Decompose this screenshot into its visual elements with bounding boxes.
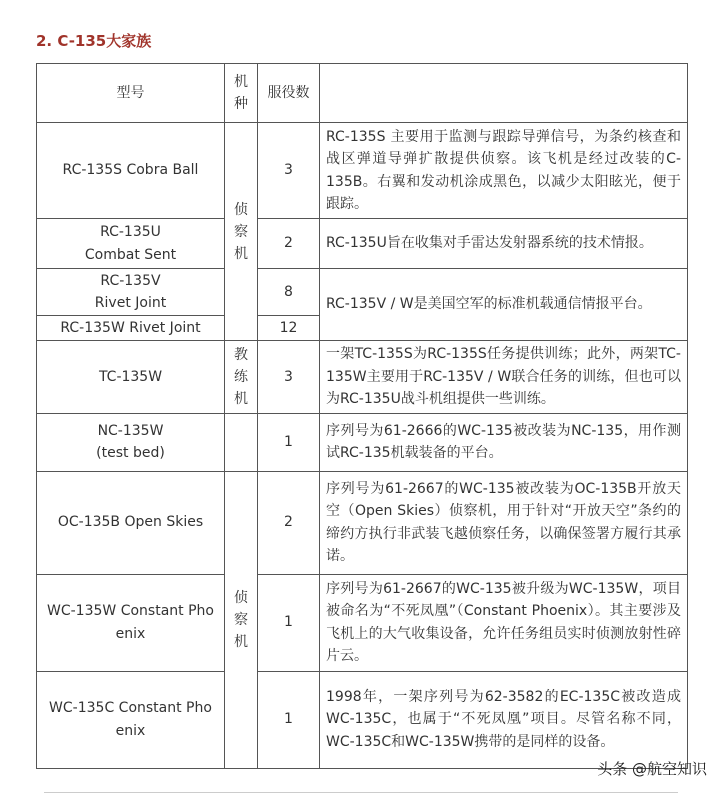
- model-line: NC-135W: [97, 422, 164, 439]
- model-line: enix: [115, 722, 146, 739]
- header-category: [225, 64, 258, 123]
- model-cell: TC-135W: [37, 341, 225, 414]
- model-line: WC-135W Constant Pho: [47, 603, 214, 619]
- model-line: Rivet Joint: [94, 295, 167, 311]
- model-line: RC-135U: [100, 224, 161, 240]
- table-row: [37, 574, 688, 671]
- model-cell: OC-135B Open Skies: [37, 471, 225, 574]
- model-cell: [37, 574, 225, 671]
- count-cell: 3: [258, 341, 320, 414]
- table-header-row: [37, 64, 688, 123]
- category-cell: [225, 341, 258, 414]
- watermark-text: 头条 @航空知识: [597, 760, 707, 778]
- header-count: 服役数: [258, 64, 320, 123]
- model-cell: RC-135S Cobra Ball: [37, 123, 225, 219]
- table-row: [37, 413, 688, 471]
- desc-cell: RC-135U旨在收集对手雷达发射器系统的技术情报。: [320, 219, 688, 269]
- model-cell: RC-135W Rivet Joint: [37, 316, 225, 341]
- category-cell: [225, 471, 258, 768]
- category-cell: [225, 123, 258, 341]
- section-heading: 2. C-135大家族: [36, 32, 152, 50]
- model-cell: [37, 413, 225, 471]
- category-cell-empty: [225, 413, 258, 471]
- category-text: 侦察机: [234, 589, 248, 650]
- category-text: 侦察机: [234, 201, 248, 262]
- desc-cell: 序列号为61-2667的WC-135被改装为OC-135B开放天空（Open Skies）侦察机，用于针对“开放天空”条约的缔约方执行非武装飞越侦察任务，以确保签署方履行其承诺。: [320, 471, 688, 574]
- model-cell: [37, 269, 225, 316]
- count-cell: 2: [258, 219, 320, 269]
- model-line: WC-135C Constant Pho: [49, 700, 212, 716]
- desc-cell: RC-135S 主要用于监测与跟踪导弹信号，为条约核查和战区弹道导弹扩散提供侦察。该飞机是经过改装的C-135B。右翼和发动机涂成黑色，以减少太阳眩光，便于跟踪。: [320, 123, 688, 219]
- count-cell: 12: [258, 316, 320, 341]
- header-desc: [320, 64, 688, 123]
- model-line: enix: [115, 625, 146, 642]
- header-model: 型号: [37, 64, 225, 123]
- desc-cell: RC-135V / W是美国空军的标准机载通信情报平台。: [320, 269, 688, 341]
- table-row: [37, 269, 688, 316]
- bottom-divider: [44, 792, 678, 793]
- desc-cell: 序列号为61-2666的WC-135被改装为NC-135，用作测试RC-135机载装备的平台。: [320, 413, 688, 471]
- model-cell: [37, 219, 225, 269]
- header-category-text: 机种: [234, 74, 248, 112]
- desc-cell: 序列号为61-2667的WC-135被升级为WC-135W，项目被命名为“不死凤凰”（Constant Phoenix）。其主要涉及飞机上的大气收集设备，允许任务组员实时侦测放射性碎片云。: [320, 574, 688, 671]
- count-cell: 3: [258, 123, 320, 219]
- model-cell: [37, 671, 225, 768]
- model-line: RC-135V: [100, 272, 161, 289]
- count-cell: 1: [258, 671, 320, 768]
- count-cell: 1: [258, 413, 320, 471]
- table-row: [37, 123, 688, 219]
- table-row: [37, 219, 688, 269]
- model-line: Combat Sent: [84, 246, 177, 263]
- table-row: [37, 471, 688, 574]
- count-cell: 8: [258, 269, 320, 316]
- model-line: (test bed): [96, 445, 165, 461]
- table-row: [37, 671, 688, 768]
- desc-cell: 1998年，一架序列号为62-3582的EC-135C被改造成WC-135C，也属于“不死凤凰”项目。尽管名称不同，WC-135C和WC-135W携带的是同样的设备。: [320, 671, 688, 768]
- c135-family-table: [36, 63, 688, 769]
- category-text: 教练机: [234, 346, 248, 407]
- count-cell: 1: [258, 574, 320, 671]
- table-row: [37, 341, 688, 414]
- desc-cell: 一架TC-135S为RC-135S任务提供训练；此外，两架TC-135W主要用于RC-135V / W联合任务的训练，但也可以为RC-135U战斗机组提供一些训练。: [320, 341, 688, 414]
- count-cell: 2: [258, 471, 320, 574]
